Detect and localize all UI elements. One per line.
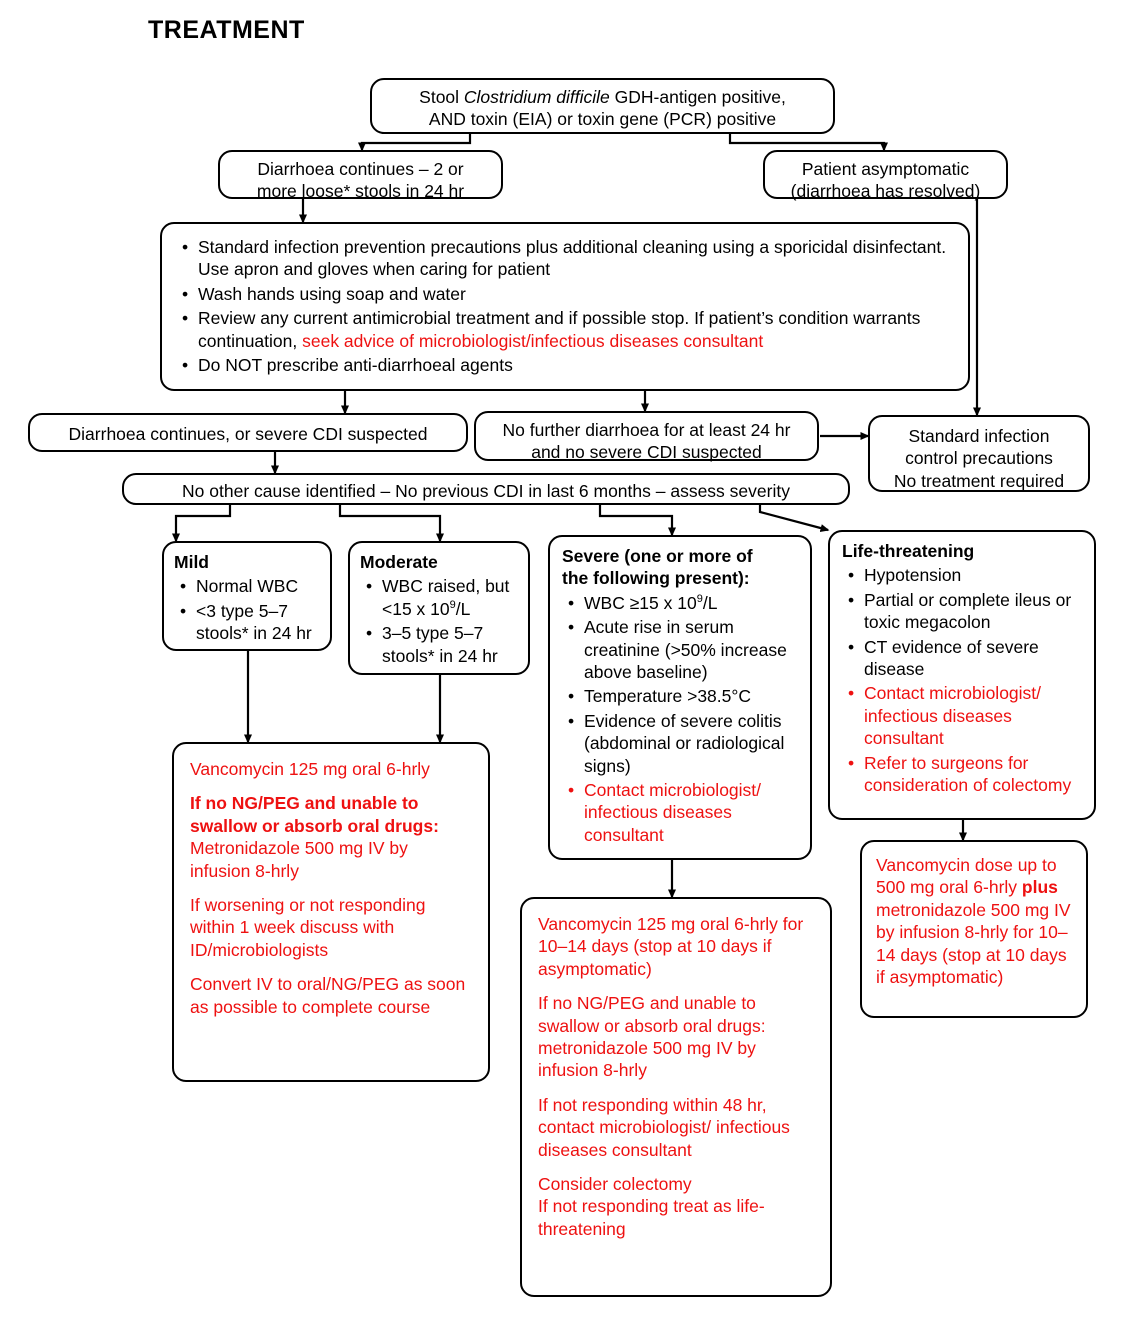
mild-treatment-p1: Vancomycin 125 mg oral 6-hrly [190,759,430,779]
precautions-item-3 [196,307,954,352]
diarrhoea-continues-line2: more loose* stools in 24 hr [256,181,465,202]
severe-heading-line1: Severe (one or more of [562,546,753,566]
life-threatening-list [842,564,1082,796]
asymptomatic-line2: (diarrhoea has resolved) [790,181,981,202]
standard-control-line2: control precautions [905,448,1053,469]
life-item-3: • CT evidence of severe disease [862,636,1082,681]
node-severe-treatment [520,897,832,1297]
life-treatment-plus: plus [1021,877,1058,898]
severe-treatment-p3: If not responding within 48 hr, contact microbiologist/ infectious diseases consultant [538,1094,790,1160]
mild-list [174,575,320,644]
moderate-item-1-b: /L [455,598,471,619]
node-precautions [160,222,970,391]
severe-item-5: • Contact microbiologist/ infectious diseases consultant [582,779,798,846]
node-mild-treatment [172,742,490,1082]
standard-control-line3: No treatment required [893,470,1065,491]
precautions-item-3-black: Review any current antimicrobial treatment and if possible stop. If patient’s condition warrants continuation, [198,308,921,351]
moderate-item-1-a: WBC raised, but <15 x 10 [382,576,510,619]
severe-heading-line2: the following present): [562,568,750,589]
node-patient-asymptomatic [763,150,1008,202]
life-treatment-text [876,854,1072,988]
node-severe [548,535,812,860]
severe-item-1-sup: 9 [696,592,703,605]
moderate-list [360,575,518,667]
node-stool-test [370,78,835,134]
severe-treatment-p4-line2: If not responding treat as life-threatening [538,1196,765,1239]
severe-heading [562,545,798,590]
severe-treatment-p1: Vancomycin 125 mg oral 6-hrly for 10–14 days (stop at 10 days if asymptomatic) [538,914,804,979]
life-item-4: • Contact microbiologist/ infectious diseases consultant [862,682,1082,749]
precautions-item-4: • Do NOT prescribe anti-diarrhoeal agents [196,354,954,376]
severe-treatment-p4 [538,1173,814,1240]
moderate-item-1 [380,575,518,620]
node-moderate [348,541,530,675]
no-further-line2: and no severe CDI suspected [531,442,762,463]
moderate-item-2: • 3–5 type 5–7 stools* in 24 hr [380,622,518,667]
node-diarrhoea-continues [218,150,503,202]
mild-treatment-p2 [190,792,472,882]
page-title: TREATMENT [148,16,305,44]
precautions-item-2: • Wash hands using soap and water [196,283,954,305]
moderate-item-1-sup: 9 [449,598,456,611]
severe-treatment-p4-line1: Consider colectomy [538,1173,692,1194]
stool-line1-b: GDH-antigen positive, [609,87,786,107]
mild-treatment-p3: If worsening or not responding within 1 week discuss with ID/microbiologists [190,894,426,960]
stool-line1-a: Stool [419,87,464,107]
severe-list [562,592,798,846]
stool-line2: AND toxin (EIA) or toxin gene (PCR) positive [428,109,777,130]
node-life-threatening [828,530,1096,820]
life-item-1: • Hypotension [862,564,1082,586]
precautions-item-3-red: seek advice of microbiologist/infectious diseases consultant [302,330,764,351]
node-diarrhoea-or-severe [28,413,468,452]
mild-heading: Mild [174,552,209,572]
mild-item-2: • <3 type 5–7 stools* in 24 hr [194,600,320,645]
precautions-item-1: • Standard infection prevention precautions plus additional cleaning using a sporicidal disinfectant. Use apron and gloves when caring for patient [196,236,954,281]
mild-treatment-p4: Convert IV to oral/NG/PEG as soon as possible to complete course [190,974,466,1017]
diarrhoea-or-severe-text: Diarrhoea continues, or severe CDI suspected [68,424,428,444]
life-treatment-a: Vancomycin dose up to 500 mg oral 6-hrly [876,855,1057,898]
node-life-treatment [860,840,1088,1018]
severe-item-1-b: /L [702,592,718,613]
node-no-further-diarrhoea [474,411,819,461]
life-threatening-heading: Life-threatening [842,541,975,561]
severe-item-1 [582,592,798,614]
severe-treatment-p2: If no NG/PEG and unable to swallow or absorb oral drugs: metronidazole 500 mg IV by infusion 8-hrly [538,993,766,1081]
no-further-line1: No further diarrhoea for at least 24 hr [502,420,791,440]
node-assess-severity [122,473,850,505]
asymptomatic-line1: Patient asymptomatic [801,159,970,179]
mild-treatment-p2-rest: Metronidazole 500 mg IV by infusion 8-hrly [190,838,408,881]
severe-item-3: • Temperature >38.5°C [582,685,798,707]
severe-item-1-a: WBC ≥15 x 10 [584,592,697,613]
mild-treatment-p2-bold: If no NG/PEG and unable to swallow or absorb oral drugs: [190,793,439,836]
life-item-5: • Refer to surgeons for consideration of colectomy [862,752,1082,797]
mild-item-1: • Normal WBC [194,575,320,597]
diarrhoea-continues-line1: Diarrhoea continues – 2 or [257,159,464,179]
stool-line1-italic: Clostridium difficile [463,87,610,107]
life-item-2: • Partial or complete ileus or toxic megacolon [862,589,1082,634]
severe-item-2: • Acute rise in serum creatinine (>50% increase above baseline) [582,616,798,683]
precautions-list [176,236,954,376]
node-standard-control [868,415,1090,492]
node-mild [162,541,332,651]
assess-severity-text: No other cause identified – No previous CDI in last 6 months – assess severity [182,481,790,501]
moderate-heading: Moderate [360,552,438,572]
severe-item-4: • Evidence of severe colitis (abdominal or radiological signs) [582,710,798,777]
standard-control-line1: Standard infection [908,426,1050,446]
life-treatment-c: metronidazole 500 mg IV by infusion 8-hrly for 10–14 days (stop at 10 days if asymptomatic) [876,899,1071,987]
